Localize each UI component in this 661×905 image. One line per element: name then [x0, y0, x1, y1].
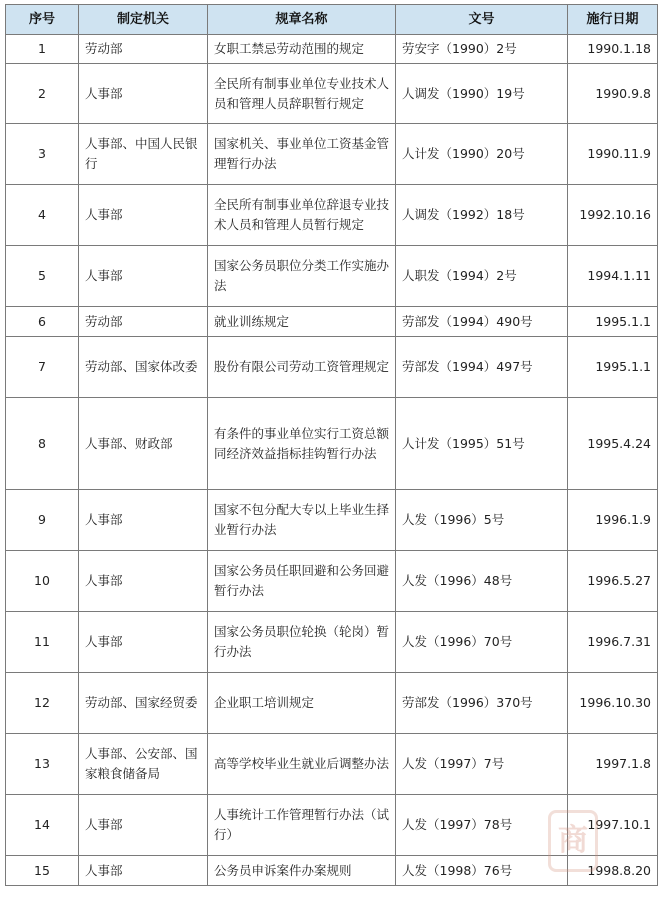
- row-title: 国家公务员任职回避和公务回避暂行办法: [208, 551, 396, 612]
- row-no: 2: [6, 64, 79, 124]
- row-doc-no: 人调发（1990）19号: [396, 64, 568, 124]
- row-doc-no: 人发（1997）78号: [396, 795, 568, 856]
- table-row: [6, 337, 658, 398]
- table-row: [6, 185, 658, 246]
- column-header-title: 规章名称: [208, 5, 396, 35]
- row-doc-no: 人调发（1992）18号: [396, 185, 568, 246]
- row-no: 6: [6, 307, 79, 337]
- watermark-logo: 商: [548, 810, 598, 872]
- row-title: 人事统计工作管理暂行办法（试行）: [208, 795, 396, 856]
- table-row: [6, 307, 658, 337]
- row-title: 高等学校毕业生就业后调整办法: [208, 734, 396, 795]
- row-no: 9: [6, 490, 79, 551]
- table-row: [6, 673, 658, 734]
- row-authority: 劳动部: [79, 35, 208, 64]
- regulations-table: [5, 4, 658, 886]
- row-no: 8: [6, 398, 79, 490]
- row-no: 14: [6, 795, 79, 856]
- row-authority: 人事部: [79, 185, 208, 246]
- row-date: 1998.8.20: [568, 856, 658, 886]
- row-doc-no: 人计发（1995）51号: [396, 398, 568, 490]
- row-title: 公务员申诉案件办案规则: [208, 856, 396, 886]
- row-date: 1996.1.9: [568, 490, 658, 551]
- row-authority: 劳动部、国家经贸委: [79, 673, 208, 734]
- row-date: 1995.1.1: [568, 307, 658, 337]
- table-row: [6, 124, 658, 185]
- row-date: 1996.10.30: [568, 673, 658, 734]
- row-doc-no: 人发（1996）70号: [396, 612, 568, 673]
- table-row: [6, 246, 658, 307]
- row-doc-no: 人发（1998）76号: [396, 856, 568, 886]
- table-row: [6, 551, 658, 612]
- column-header-effective-date: 施行日期: [568, 5, 658, 35]
- row-doc-no: 人发（1996）48号: [396, 551, 568, 612]
- row-no: 3: [6, 124, 79, 185]
- table-row: [6, 856, 658, 886]
- table-header-row: [6, 5, 658, 35]
- table-row: [6, 734, 658, 795]
- row-doc-no: 人发（1996）5号: [396, 490, 568, 551]
- row-date: 1990.9.8: [568, 64, 658, 124]
- row-no: 15: [6, 856, 79, 886]
- table-row: [6, 35, 658, 64]
- row-title: 国家不包分配大专以上毕业生择业暂行办法: [208, 490, 396, 551]
- row-date: 1995.1.1: [568, 337, 658, 398]
- row-no: 4: [6, 185, 79, 246]
- table-row: [6, 64, 658, 124]
- row-authority: 人事部: [79, 64, 208, 124]
- row-title: 全民所有制事业单位专业技术人员和管理人员辞职暂行规定: [208, 64, 396, 124]
- row-authority: 人事部、公安部、国家粮食储备局: [79, 734, 208, 795]
- column-header-doc-no: 文号: [396, 5, 568, 35]
- row-title: 女职工禁忌劳动范围的规定: [208, 35, 396, 64]
- row-title: 国家公务员职位轮换（轮岗）暂行办法: [208, 612, 396, 673]
- row-authority: 劳动部: [79, 307, 208, 337]
- row-doc-no: 劳部发（1994）497号: [396, 337, 568, 398]
- table-row: [6, 612, 658, 673]
- row-date: 1994.1.11: [568, 246, 658, 307]
- row-date: 1997.1.8: [568, 734, 658, 795]
- row-authority: 人事部、财政部: [79, 398, 208, 490]
- row-title: 就业训练规定: [208, 307, 396, 337]
- row-date: 1997.10.1: [568, 795, 658, 856]
- column-header-authority: 制定机关: [79, 5, 208, 35]
- row-no: 7: [6, 337, 79, 398]
- row-date: 1992.10.16: [568, 185, 658, 246]
- table-row: [6, 795, 658, 856]
- row-authority: 人事部、中国人民银行: [79, 124, 208, 185]
- row-date: 1990.11.9: [568, 124, 658, 185]
- row-doc-no: 劳部发（1994）490号: [396, 307, 568, 337]
- row-title: 有条件的事业单位实行工资总额同经济效益指标挂钩暂行办法: [208, 398, 396, 490]
- row-authority: 人事部: [79, 490, 208, 551]
- row-date: 1996.7.31: [568, 612, 658, 673]
- row-title: 国家公务员职位分类工作实施办法: [208, 246, 396, 307]
- row-authority: 人事部: [79, 795, 208, 856]
- row-no: 12: [6, 673, 79, 734]
- row-title: 企业职工培训规定: [208, 673, 396, 734]
- column-header-no: 序号: [6, 5, 79, 35]
- row-doc-no: 人计发（1990）20号: [396, 124, 568, 185]
- row-doc-no: 人职发（1994）2号: [396, 246, 568, 307]
- row-date: 1990.1.18: [568, 35, 658, 64]
- row-title: 股份有限公司劳动工资管理规定: [208, 337, 396, 398]
- row-no: 11: [6, 612, 79, 673]
- table-row: [6, 490, 658, 551]
- row-no: 10: [6, 551, 79, 612]
- row-authority: 人事部: [79, 612, 208, 673]
- row-title: 国家机关、事业单位工资基金管理暂行办法: [208, 124, 396, 185]
- row-authority: 人事部: [79, 246, 208, 307]
- row-date: 1995.4.24: [568, 398, 658, 490]
- row-title: 全民所有制事业单位辞退专业技术人员和管理人员暂行规定: [208, 185, 396, 246]
- row-doc-no: 人发（1997）7号: [396, 734, 568, 795]
- row-date: 1996.5.27: [568, 551, 658, 612]
- row-authority: 劳动部、国家体改委: [79, 337, 208, 398]
- row-no: 1: [6, 35, 79, 64]
- row-authority: 人事部: [79, 551, 208, 612]
- table-row: [6, 398, 658, 490]
- row-authority: 人事部: [79, 856, 208, 886]
- row-doc-no: 劳安字（1990）2号: [396, 35, 568, 64]
- row-no: 13: [6, 734, 79, 795]
- row-doc-no: 劳部发（1996）370号: [396, 673, 568, 734]
- row-no: 5: [6, 246, 79, 307]
